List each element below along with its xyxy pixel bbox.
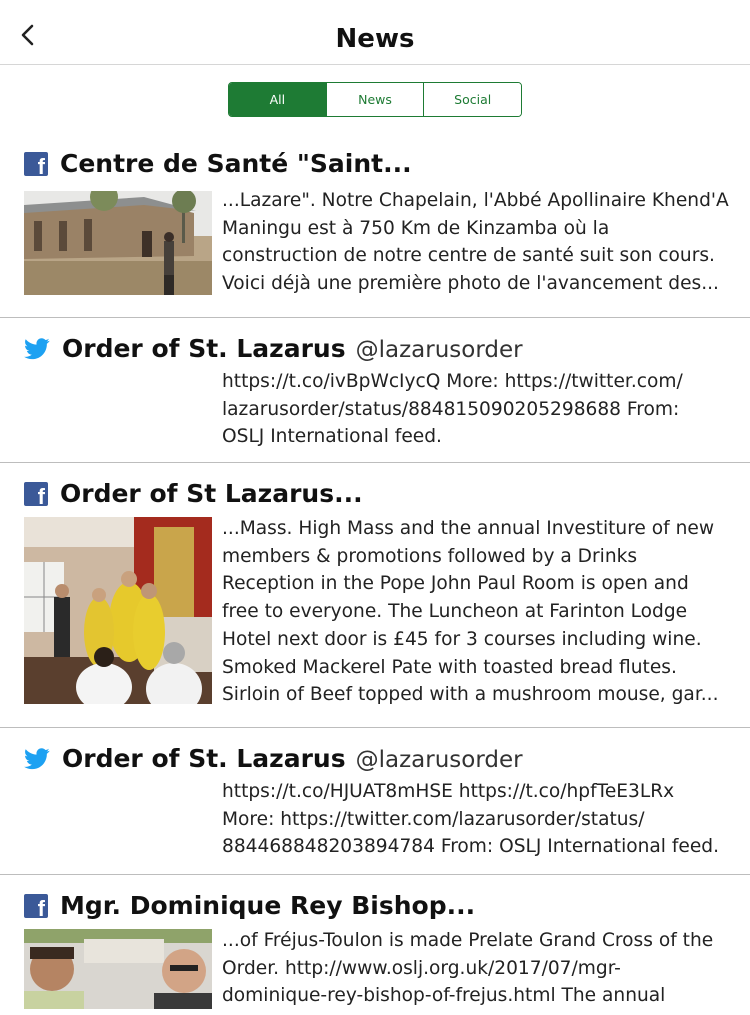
feed-item-header bbox=[24, 149, 412, 178]
tab-all[interactable]: All bbox=[229, 83, 326, 116]
feed-item-text: ...Lazare". Notre Chapelain, l'Abbé Apollinaire Khend'A Maningu est à 750 Km de Kinzamba où la construction de notre centre de santé suit son cours. Voici déjà une première photo de l'avancement des... bbox=[222, 190, 729, 295]
twitter-handle: @lazarusorder bbox=[355, 747, 523, 773]
facebook-icon: f bbox=[24, 152, 48, 176]
feed-item-text: ...of Fréjus-Toulon is made Prelate Grand Cross of the Order. http://www.oslj.org.uk/2017/07/mgr- dominique-rey-bishop-of-frejus.html The annual bbox=[222, 930, 714, 1007]
feed-item-thumbnail bbox=[24, 191, 212, 295]
feed-item-thumbnail bbox=[24, 929, 212, 1009]
feed-item[interactable] bbox=[0, 875, 750, 1015]
news-feed bbox=[0, 135, 750, 1015]
page-title: News bbox=[335, 24, 415, 54]
feed-item-header bbox=[24, 479, 363, 508]
feed-item-text: ...Mass. High Mass and the annual Investiture of new members & promotions followed by a Drinks Reception in the Pope John Paul Room is open and free to everyone. The Luncheon at Farinton Lodge Hotel next door is £45 for 3 courses including wine. Smoked Mackerel Pate with toasted bread flutes. Sirloin of Beef topped with a mushroom mouse, gar... bbox=[222, 518, 719, 706]
nav-bar bbox=[0, 0, 750, 65]
feed-item-text: https://t.co/ivBpWcIycQ More: https://twitter.com/ lazarusorder/status/884815090205298688 From: OSLJ International feed. bbox=[222, 371, 683, 448]
feed-item[interactable] bbox=[0, 318, 750, 463]
feed-item-header bbox=[24, 744, 523, 773]
feed-item-title: Order of St Lazarus... bbox=[60, 479, 363, 508]
feed-item-title: Centre de Santé "Saint... bbox=[60, 149, 412, 178]
feed-item[interactable] bbox=[0, 135, 750, 318]
feed-item-thumbnail bbox=[24, 517, 212, 704]
feed-item[interactable] bbox=[0, 728, 750, 875]
feed-item-title: Order of St. Lazarus @lazarusorder bbox=[62, 744, 523, 773]
feed-item[interactable] bbox=[0, 463, 750, 728]
feed-item-title: Order of St. Lazarus @lazarusorder bbox=[62, 334, 523, 363]
twitter-handle: @lazarusorder bbox=[355, 337, 523, 363]
twitter-icon bbox=[24, 748, 50, 770]
feed-item-header bbox=[24, 891, 475, 920]
tab-news[interactable]: News bbox=[326, 83, 424, 116]
facebook-icon: f bbox=[24, 482, 48, 506]
tab-social[interactable]: Social bbox=[423, 83, 521, 116]
feed-item-header bbox=[24, 334, 523, 363]
facebook-icon: f bbox=[24, 894, 48, 918]
feed-filter bbox=[228, 82, 522, 117]
feed-item-text: https://t.co/HJUAT8mHSE https://t.co/hpfTeE3LRx More: https://twitter.com/lazarusorder/status/ 884468848203894784 From: OSLJ International feed. bbox=[222, 781, 720, 858]
twitter-icon bbox=[24, 338, 50, 360]
feed-item-title: Mgr. Dominique Rey Bishop... bbox=[60, 891, 476, 920]
